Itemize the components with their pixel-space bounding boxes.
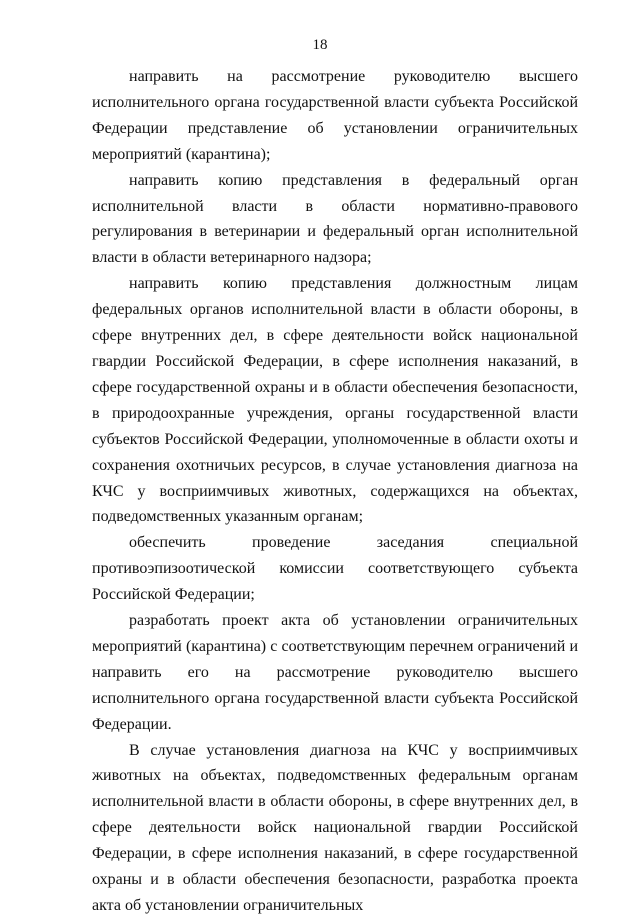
paragraph-draft-act: разработать проект акта об установлении ограничительных мероприятий (карантина) с соответствующим перечнем ограничений и направить его на рассмотрение руководителю высшего исполнительного органа государственной власти субъекта Российской Федерации. bbox=[92, 612, 578, 733]
paragraph-hold-meeting: обеспечить проведение заседания специальной противоэпизоотической комиссии соответствующего субъекта Российской Федерации; bbox=[92, 534, 578, 604]
page-number: 18 bbox=[312, 37, 328, 53]
document-body bbox=[92, 64, 578, 919]
paragraph-send-copy-officials: направить копию представления должностным лицам федеральных органов исполнительной власти в области обороны, в сфере внутренних дел, в сфере деятельности войск национальной гвардии Российской Федерации, в сфере исполнения наказаний, в сфере государственной охраны и в области обеспечения безопасности, в природоохранные учреждения, органы государственной власти субъектов Российской Федерации, уполномоченные в области охоты и сохранения охотничьих ресурсов, в случае установления диагноза на КЧС у восприимчивых животных, содержащихся на объектах, подведомственных указанным органам; bbox=[92, 275, 578, 526]
paragraph-send-proposal: направить на рассмотрение руководителю высшего исполнительного органа государственной власти субъекта Российской Федерации представление об установлении ограничительных мероприятий (карантина); bbox=[92, 68, 578, 163]
paragraph-diagnosis-case: В случае установления диагноза на КЧС у восприимчивых животных на объектах, подведомственных федеральным органам исполнительной власти в области обороны, в сфере внутренних дел, в сфере деятельности войск национальной гвардии Российской Федерации, в сфере исполнения наказаний, в сфере государственной охраны и в области обеспечения безопасности, разработка проекта акта об установлении ограничительных bbox=[92, 741, 578, 914]
paragraph-send-copy-federal: направить копию представления в федеральный орган исполнительной власти в области нормативно-правового регулирования в ветеринарии и федеральный орган исполнительной власти в области ветеринарного надзора; bbox=[92, 171, 578, 267]
